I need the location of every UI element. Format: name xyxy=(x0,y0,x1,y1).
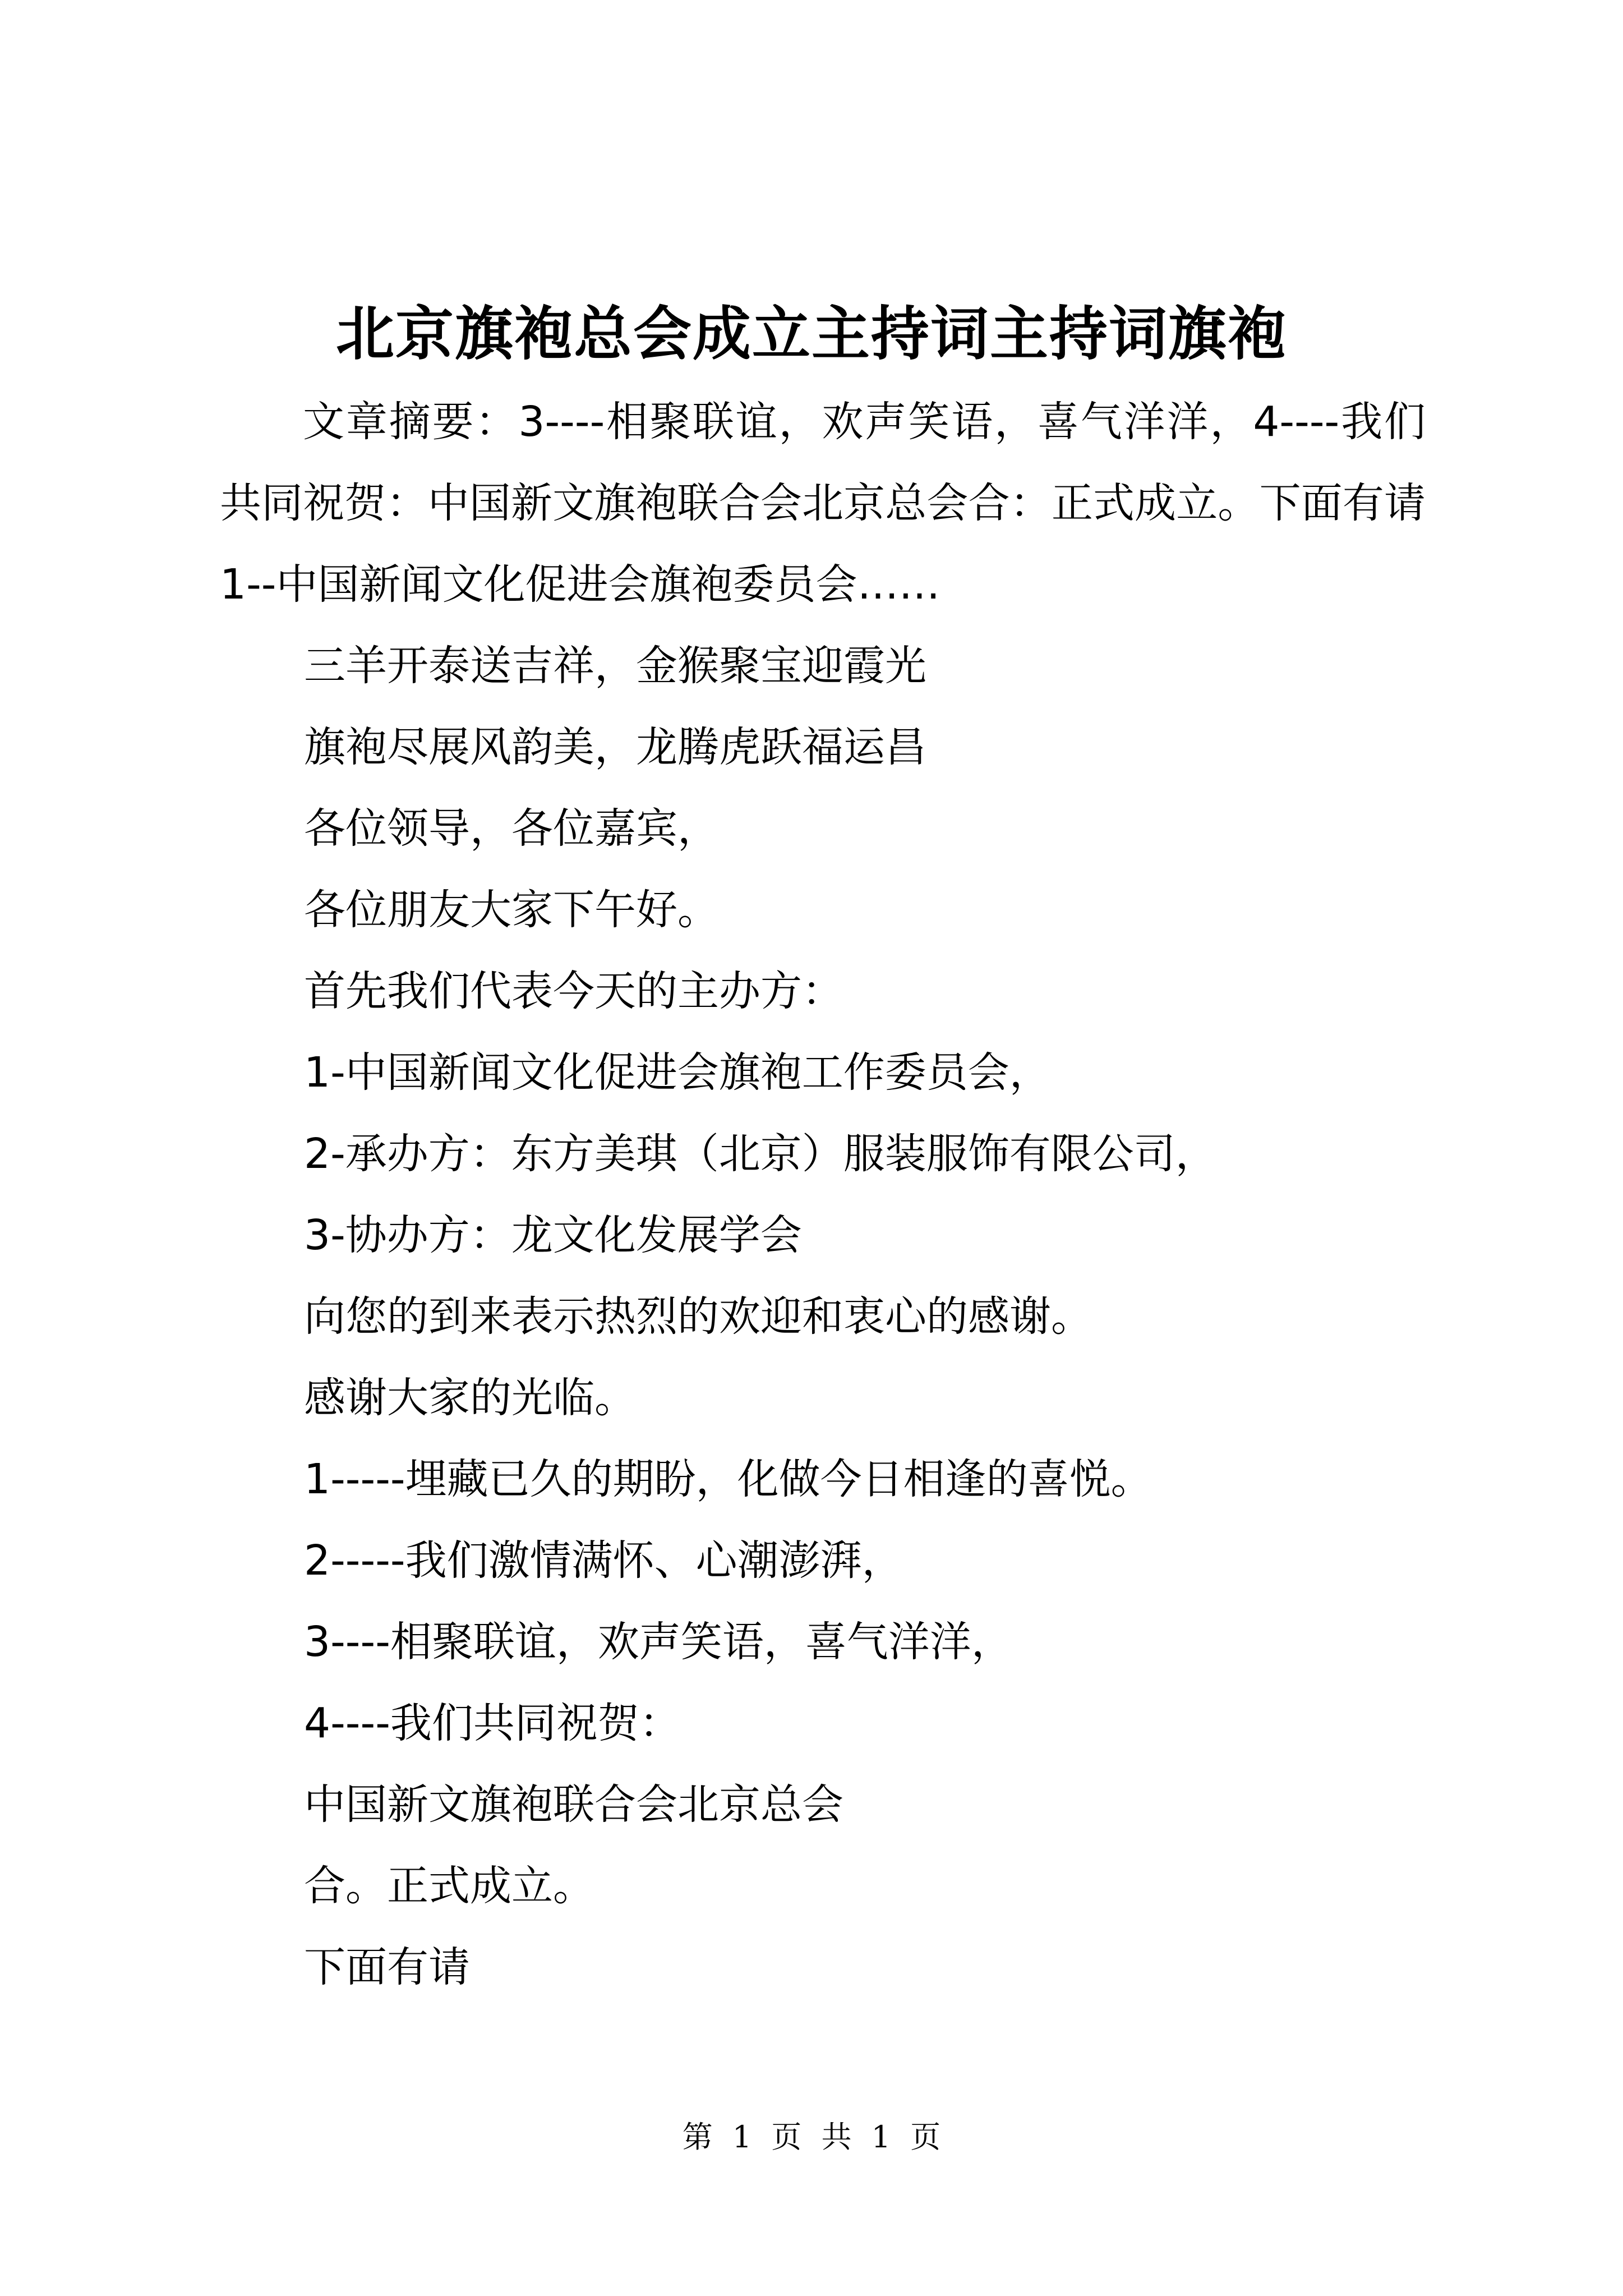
body-line: 各位朋友大家下午好。 xyxy=(304,886,719,934)
document-title: 北京旗袍总会成立主持词主持词旗袍 xyxy=(335,299,1287,368)
body-line: 中国新文旗袍联合会北京总会 xyxy=(304,1780,843,1829)
body-line: 向您的到来表示热烈的欢迎和衷心的感谢。 xyxy=(304,1292,1092,1341)
body-line: 3-协办方：龙文化发展学会 xyxy=(304,1211,802,1259)
abstract-paragraph: 文章摘要：3----相聚联谊，欢声笑语，喜气洋洋，4----我们共同祝贺：中国新文旗袍联合会北京总会合：正式成立。下面有请 1--中国新闻文化促进会旗袍委员会…… xyxy=(220,398,1426,609)
document-body xyxy=(220,381,1426,2008)
body-line: 2-承办方：东方美琪（北京）服装服饰有限公司， xyxy=(304,1130,1217,1178)
body-line: 首先我们代表今天的主办方： xyxy=(304,967,843,1015)
body-line: 旗袍尽展风韵美，龙腾虎跃福运昌 xyxy=(304,723,926,771)
body-line: 1-中国新闻文化促进会旗袍工作委员会， xyxy=(304,1048,1051,1097)
body-line: 4----我们共同祝贺： xyxy=(304,1699,681,1747)
page-footer: 第 1 页 共 1 页 xyxy=(682,2119,941,2155)
body-line: 合。正式成立。 xyxy=(304,1862,594,1910)
body-line: 2-----我们激情满怀、心潮澎湃， xyxy=(304,1536,903,1585)
body-line: 1-----埋藏已久的期盼，化做今日相逢的喜悦。 xyxy=(304,1455,1152,1503)
body-line: 3----相聚联谊，欢声笑语，喜气洋洋， xyxy=(304,1618,1013,1666)
body-line: 各位领导，各位嘉宾， xyxy=(304,804,719,853)
body-line: 下面有请 xyxy=(304,1943,470,1991)
body-line: 感谢大家的光临。 xyxy=(304,1374,636,1422)
body-line: 三羊开泰送吉祥，金猴聚宝迎霞光 xyxy=(304,642,926,690)
